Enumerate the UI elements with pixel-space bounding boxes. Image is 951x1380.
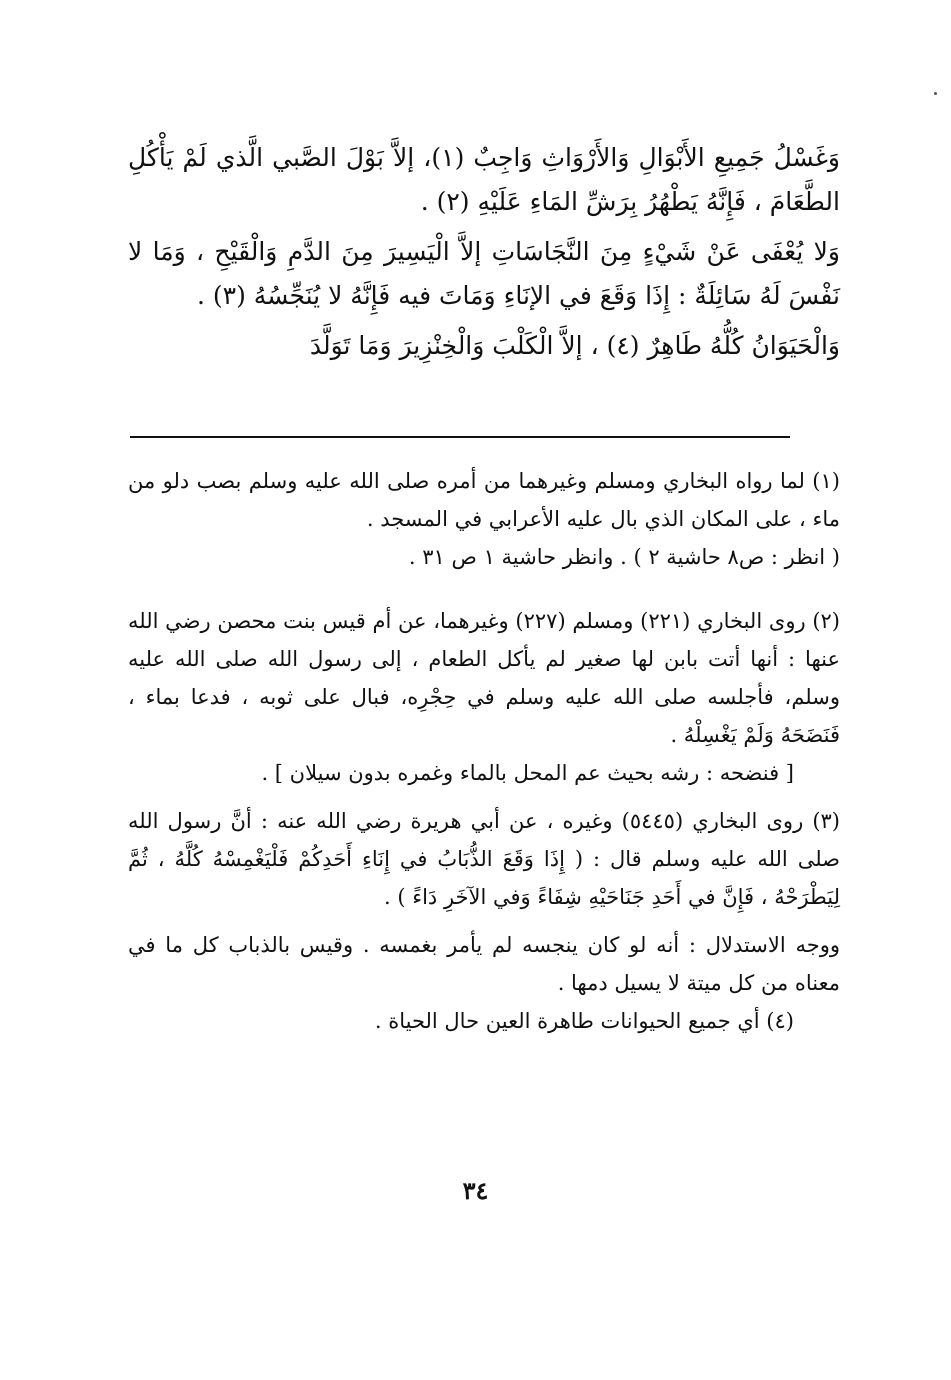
- margin-speck: [934, 92, 937, 95]
- page-number: ٣٤: [462, 1176, 489, 1205]
- main-paragraph-3: وَالْحَيَوَانُ كُلُّهُ طَاهِرٌ (٤) ، إلاَّ الْكَلْبَ وَالْخِنْزِيرَ وَمَا تَوَلَّدَ: [309, 331, 840, 360]
- footnote-1: (١) لما رواه البخاري ومسلم وغيرهما من أمره صلى الله عليه وسلم بصب دلو من ماء ، على المكان الذي بال عليه الأعرابي في المسجد .: [128, 469, 840, 531]
- footnote-2-gloss: [ فنضحه : رشه بحيث عم المحل بالماء وغمره بدون سيلان ] .: [261, 761, 794, 785]
- main-text: [128, 136, 840, 368]
- footnote-2: (٢) روى البخاري (٢٢١) ومسلم (٢٢٧) وغيرهما، عن أم قيس بنت محصن رضي الله عنها : أنها أتت بابن لها صغير لم يأكل الطعام ، إلى رسول الله صلى الله عليه وسلم، فأجلسه صلى الله عليه وسلم في حِجْرِه، فبال على ثوبه ، فدعا بماء ، فَنَضَحَهُ وَلَمْ يَغْسِلْهُ .: [128, 609, 840, 747]
- main-paragraph-2: وَلا يُعْفَى عَنْ شَيْءٍ مِنَ النَّجَاسَاتِ إلاَّ الْيَسِيرَ مِنَ الدَّمِ وَالْقَيْحِ ، وَمَا لا نَفْسَ لَهُ سَائِلَةٌ : إِذَا وَقَعَ في الإنَاءِ وَمَاتَ فيه فَإِنَّهُ لا يُنَجِّسُهُ (٣) .: [128, 237, 840, 310]
- footnote-3: (٣) روى البخاري (٥٤٤٥) وغيره ، عن أبي هريرة رضي الله عنه : أنَّ رسول الله صلى الله عليه وسلم قال : ( إِذَا وَقَعَ الذُّبَابُ في إِنَاءِ أَحَدِكُمْ فَلْيَغْمِسْهُ كُلَّهُ ، ثُمَّ لِيَطْرَحْهُ ، فَإِنَّ في أَحَدِ جَنَاحَيْهِ شِفَاءً وَفي الآخَرِ دَاءً ) .: [128, 809, 840, 909]
- footnote-1-reference: ( انظر : ص٨ حاشية ٢ ) . وانظر حاشية ١ ص ٣١ .: [408, 545, 840, 569]
- footnote-separator: [130, 436, 790, 438]
- footnote-3-inference: ووجه الاستدلال : أنه لو كان ينجسه لم يأمر بغمسه . وقيس بالذباب كل ما في معناه من كل ميتة لا يسيل دمها .: [128, 933, 840, 995]
- footnotes: [128, 462, 840, 1040]
- main-paragraph-1: وَغَسْلُ جَمِيعِ الأَبْوَالِ وَالأَرْوَاثِ وَاجِبٌ (١)، إلاَّ بَوْلَ الصَّبي الَّذي لَمْ يَأْكُلِ الطَّعَامَ ، فَإِنَّهُ يَطْهُرُ بِرَشِّ المَاءِ عَلَيْهِ (٢) .: [128, 143, 840, 216]
- footnote-4: (٤) أي جميع الحيوانات طاهرة العين حال الحياة .: [374, 1009, 794, 1033]
